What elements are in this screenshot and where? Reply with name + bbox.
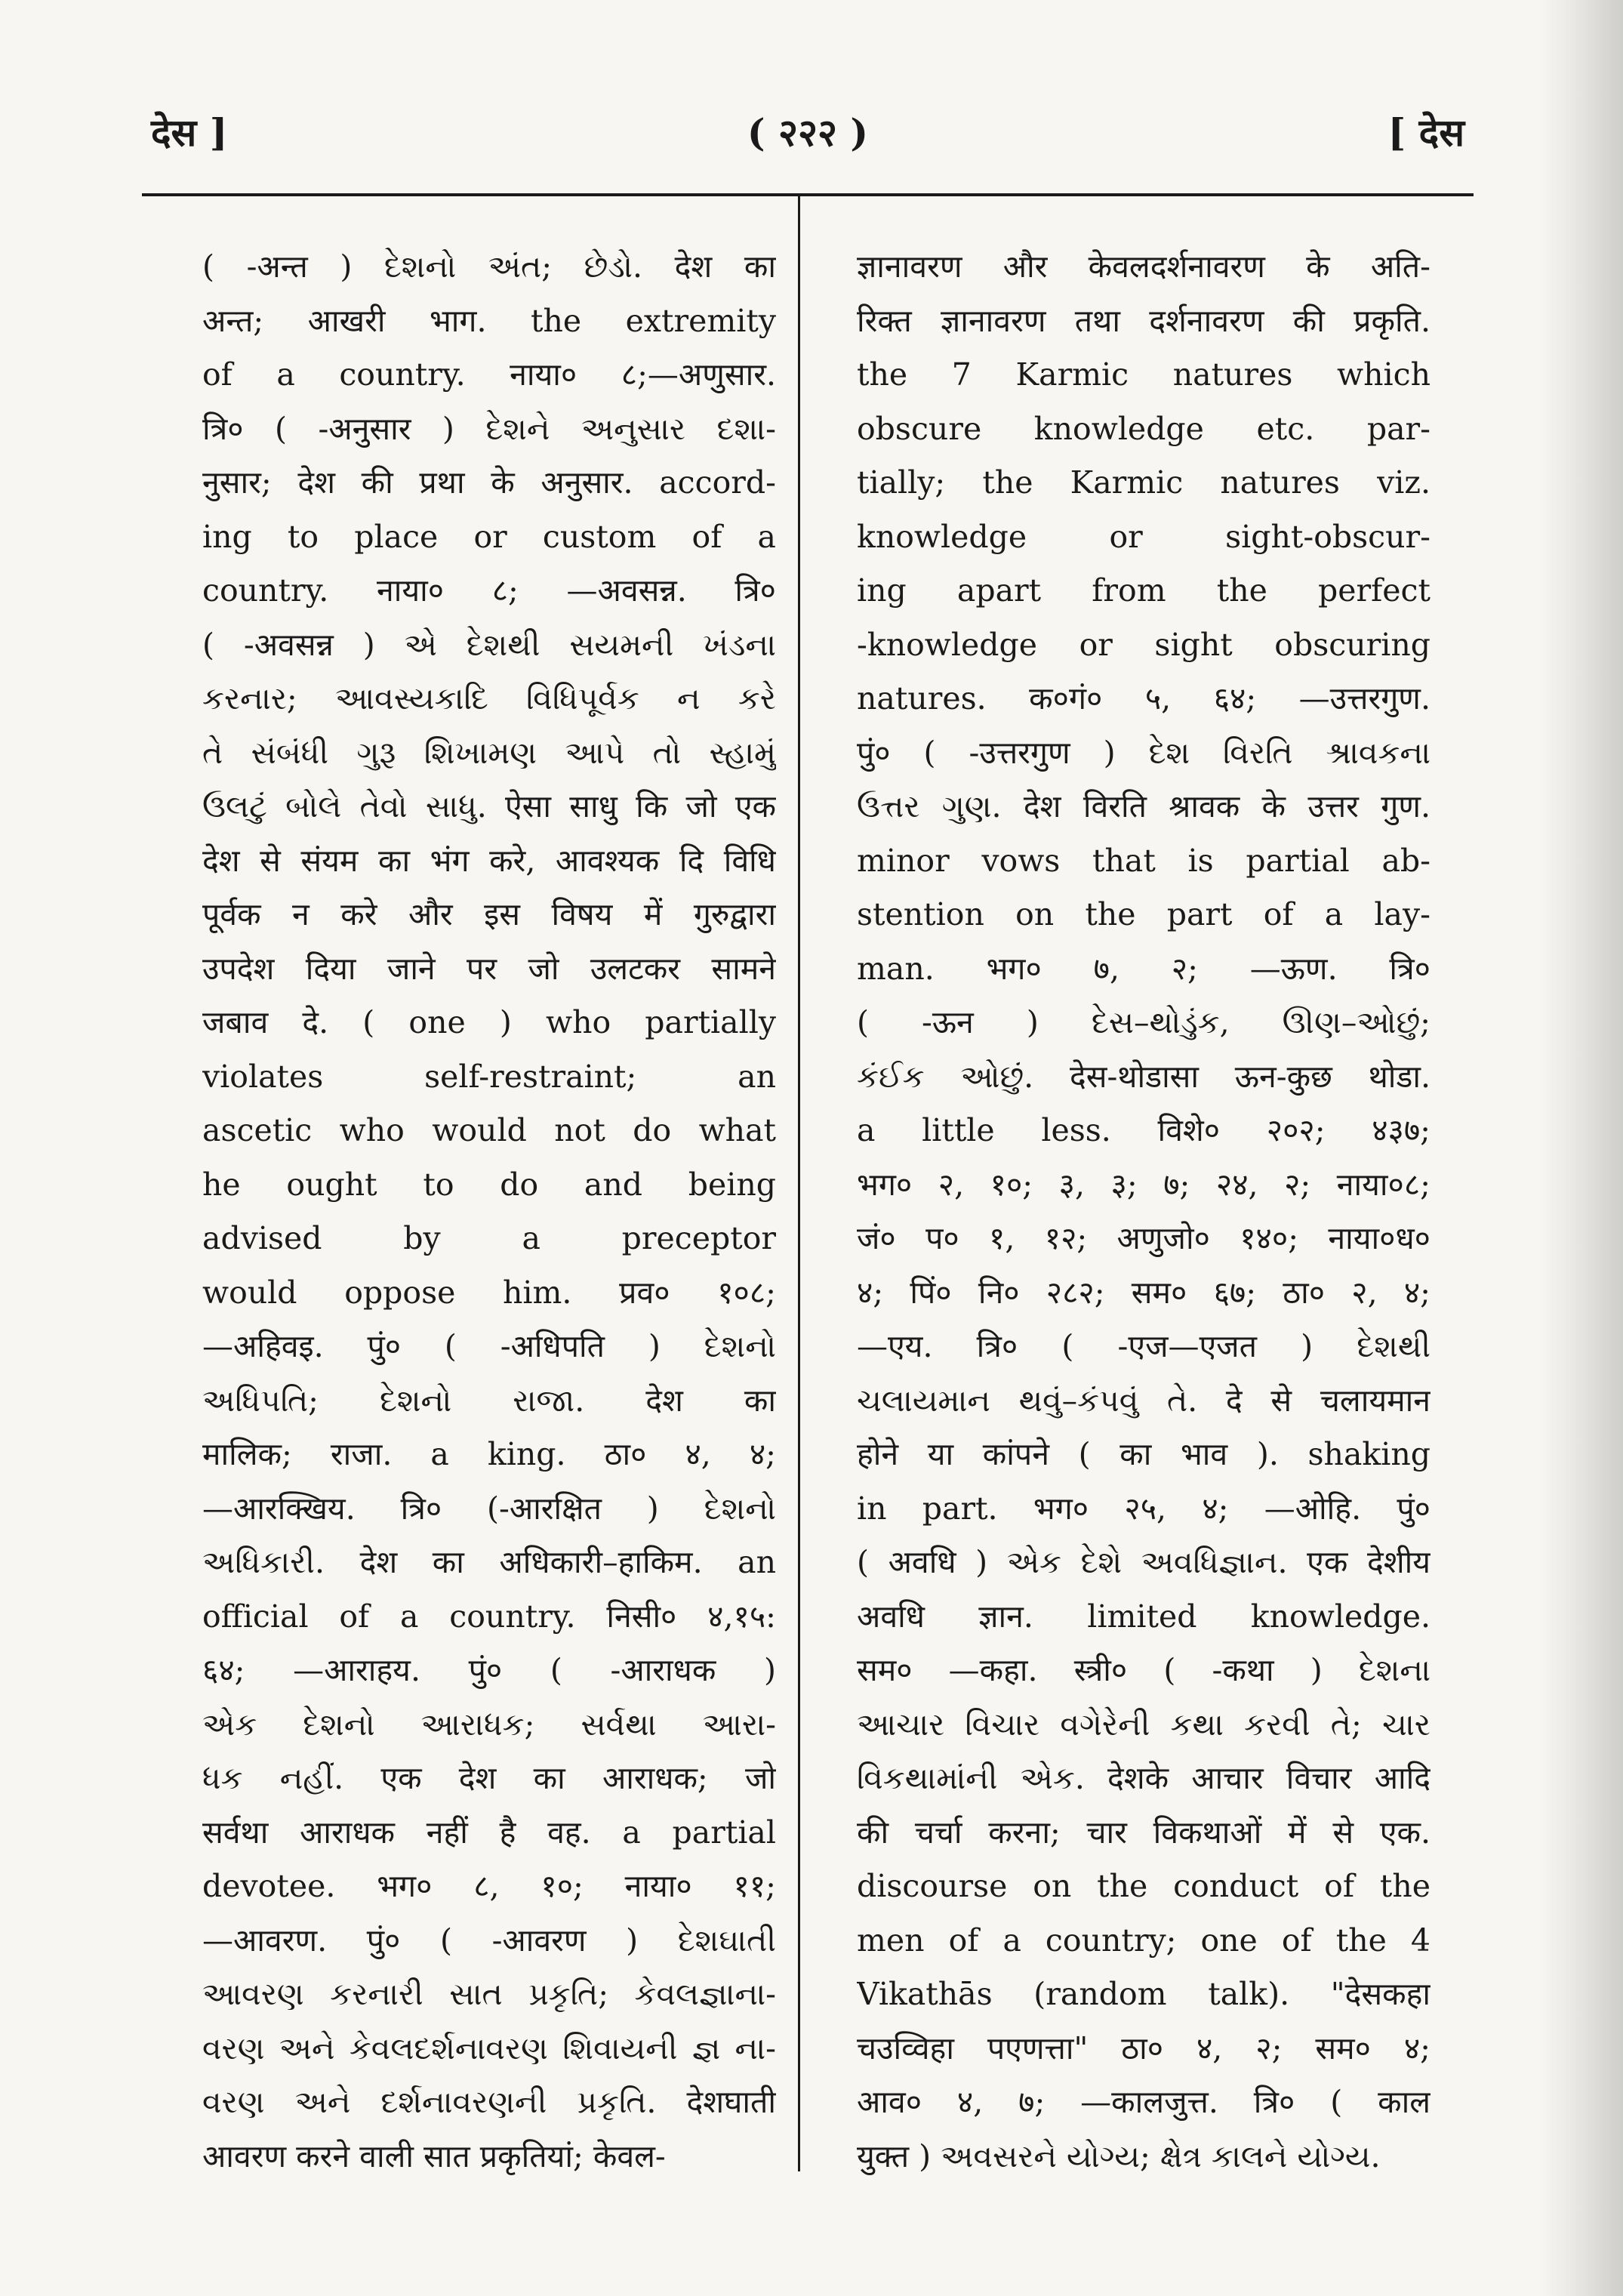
entry-line: ing apart from the perfect [857, 572, 1431, 609]
entry-line: ધક નહીં. एक देश का आराधक; जो [202, 1760, 776, 1796]
entry-line: सर्वथा आराधक नहीं है वह. a partial [202, 1814, 776, 1851]
entry-line: વરણ અને કેવલદર્શનાવરણ શિવાયની જ્ઞ ના- [202, 2029, 776, 2066]
entry-line: ( -अन्त ) દેશનો અંત; છેડો. देश का [202, 248, 776, 285]
entry-line: in part. भग० २५, ४; —ओहि. पुं० [857, 1490, 1431, 1527]
entry-line: કંઈક ઓછું. देस-थोडासा ऊन-कुछ थोडा. [857, 1058, 1431, 1095]
entry-line: advised by a preceptor [202, 1220, 776, 1256]
right-running-headword: [ देस [1387, 110, 1464, 155]
entry-line: a little less. विशे० २०२; ४३७; [857, 1112, 1431, 1148]
entry-line: ( -अवसन्न ) એ દેશથી સયમની ખંડના [202, 626, 776, 663]
entry-line: કરનાર; આવસ્યકાદિ વિધિપૂર્વક ન કરે [202, 680, 776, 717]
entry-line: discourse on the conduct of the [857, 1868, 1431, 1904]
entry-line: आवरण करने वाली सात प्रकृतियां; केवल- [202, 2137, 666, 2174]
header-rule [142, 193, 1474, 196]
entry-line: અધિકારી. देश का अधिकारी–हाकिम. an [202, 1544, 776, 1580]
entry-line: ઉત્તર ગુણ. देश विरति श्रावक के उत्तर गुण. [857, 788, 1431, 824]
entry-line: ( -ऊन ) દેસ–થોડુંક, ઊણ–ઓછું; [857, 1004, 1431, 1040]
entry-line: ascetic who would not do what [202, 1112, 776, 1148]
entry-line: देश से संयम का भंग करे, आवश्यक दि विधि [202, 842, 776, 879]
entry-line: natures. क०गं० ५, ६४; —उत्तरगुण. [857, 680, 1431, 717]
entry-line: men of a country; one of the 4 [857, 1922, 1431, 1959]
entry-line: of a country. नाया० ८;—अणुसार. [202, 356, 776, 393]
entry-line: होने या कांपने ( का भाव ). shaking [857, 1436, 1431, 1472]
entry-line: વિકથામાંની એક. देशके आचार विचार आदि [857, 1760, 1431, 1796]
entry-line: violates self-restraint; an [202, 1058, 776, 1095]
page-header [151, 106, 1464, 166]
page-number: ( २२२ ) [747, 110, 869, 155]
entry-line: —एय. त्रि० ( -एज—एजत ) દેશથી [857, 1328, 1431, 1364]
entry-line: country. नाया० ८; —अवसन्न. त्रि० [202, 572, 776, 609]
column-divider [798, 193, 800, 2171]
entry-line: minor vows that is partial ab- [857, 842, 1431, 879]
scan-edge-shadow [1540, 0, 1623, 2296]
entry-line: ज्ञानावरण और केवलदर्शनावरण के अति- [857, 248, 1431, 285]
entry-line: the 7 Karmic natures which [857, 356, 1431, 393]
entry-line: would oppose him. प्रव० १०८; [202, 1274, 776, 1311]
entry-line: रिक्त ज्ञानावरण तथा दर्शनावरण की प्रकृति. [857, 302, 1431, 339]
entry-line: ६४; —आराहय. पुं० ( -आराधक ) [202, 1652, 776, 1688]
entry-line: તે સંબંધી ગુરૂ શિખામણ આપે તો સ્હામું [202, 734, 776, 771]
right-column [857, 240, 1431, 2184]
entry-line: मालिक; राजा. a king. ठा० ४, ४; [202, 1436, 776, 1472]
entry-line: Vikathās (random talk). "देसकहा [857, 1976, 1431, 2012]
entry-line: त्रि० ( -अनुसार ) દેશને અનુસાર દશા- [202, 410, 776, 447]
entry-line: नुसार; देश की प्रथा के अनुसार. accord- [202, 464, 776, 501]
entry-line: पूर्वक न करे और इस विषय में गुरुद्वारा [202, 896, 776, 932]
entry-line: युक्त ) અવસરને યોગ્ય; ક્ષેત્ર કાલને યોગ્ય. [857, 2137, 1381, 2174]
entry-line: ing to place or custom of a [202, 518, 776, 555]
left-running-headword: देस ] [151, 110, 228, 155]
entry-line: आव० ४, ७; —कालजुत्त. त्रि० ( काल [857, 2084, 1431, 2120]
entry-line: चउव्विहा पएणत्ता" ठा० ४, २; सम० ४; [857, 2029, 1431, 2066]
entry-line: —आरक्खिय. त्रि० (-आरक्षित ) દેશનો [202, 1490, 776, 1527]
entry-line: obscure knowledge etc. par- [857, 410, 1431, 447]
entry-line: ચલાયમાન થવું–કંપવું તે. दे से चलायमान [857, 1382, 1431, 1419]
entry-line: stention on the part of a lay- [857, 896, 1431, 932]
entry-line: વરણ અને દર્શનાવરણની પ્રકૃતિ. देशघाती [202, 2084, 776, 2120]
entry-line: official of a country. निसी० ४,१५: [202, 1598, 776, 1635]
entry-line: अवधि ज्ञान. limited knowledge. [857, 1598, 1431, 1635]
entry-line: આચાર વિચાર વગેરેની કથા કરવી તે; ચાર [857, 1706, 1431, 1743]
entry-line: ઉલટું બોલે તેવો સાધુ. ऐसा साधु कि जो एक [202, 788, 776, 824]
entry-line: जं० प० १, १२; अणुजो० १४०; नाया०ध० [857, 1220, 1431, 1256]
entry-line: अन्त; आखरी भाग. the extremity [202, 302, 776, 339]
entry-line: पुं० ( -उत्तरगुण ) દેશ વિરતિ શ્રાવકના [857, 734, 1431, 771]
entry-line: અધિપતિ; દેશનો રાજા. देश का [202, 1382, 776, 1419]
entry-line: ४; पिं० नि० २८२; सम० ६७; ठा० २, ४; [857, 1274, 1431, 1311]
entry-line: devotee. भग० ८, १०; नाया० ११; [202, 1868, 776, 1904]
left-column [202, 240, 776, 2184]
entry-line: जबाव दे. ( one ) who partially [202, 1004, 776, 1040]
entry-line: भग० २, १०; ३, ३; ७; २४, २; नाया०८; [857, 1166, 1431, 1203]
entry-line: એક દેશનો આરાધક; સર્વથા આરા- [202, 1706, 776, 1743]
entry-line: सम० —कहा. स्त्री० ( -कथा ) દેશના [857, 1652, 1431, 1688]
entry-line: उपदेश दिया जाने पर जो उलटकर सामने [202, 950, 776, 987]
entry-line: knowledge or sight-obscur- [857, 518, 1431, 555]
entry-line: tially; the Karmic natures viz. [857, 464, 1431, 501]
entry-line: he ought to do and being [202, 1166, 776, 1203]
entry-line: man. भग० ७, २; —ऊण. त्रि० [857, 950, 1431, 987]
entry-line: આવરણ કરનારી સાત પ્રકૃતિ; કેવલજ્ઞાના- [202, 1976, 776, 2012]
entry-line: ( अवधि ) એક દેશે અવધિજ્ઞાન. एक देशीय [857, 1544, 1431, 1580]
entry-line: —आवरण. पुं० ( -आवरण ) દેશઘાતી [202, 1922, 776, 1959]
entry-line: -knowledge or sight obscuring [857, 626, 1431, 663]
entry-line: —अहिवइ. पुं० ( -अधिपति ) દેશનો [202, 1328, 776, 1364]
entry-line: की चर्चा करना; चार विकथाओं में से एक. [857, 1814, 1431, 1851]
